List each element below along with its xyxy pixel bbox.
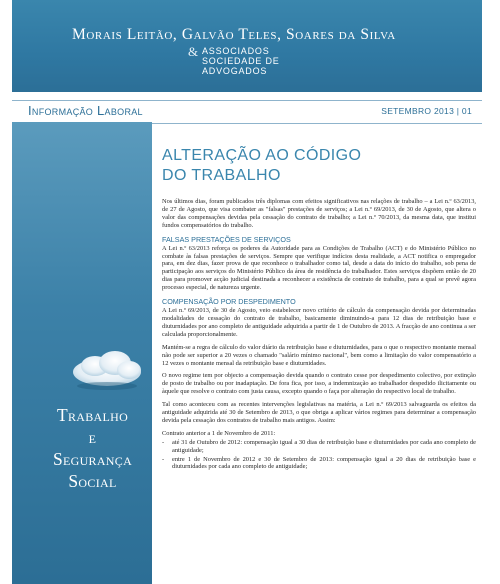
side-title-line: Segurança <box>52 449 133 469</box>
firm-subtitle <box>202 46 280 76</box>
firm-subtitle-line: SOCIEDADE DE <box>202 56 280 66</box>
side-title-line: e <box>88 427 97 447</box>
subheading-compensation: COMPENSAÇÃO POR DESPEDIMENTO <box>162 297 296 307</box>
article-title <box>162 146 462 186</box>
article-title-line: ALTERAÇÃO AO CÓDIGO <box>162 147 362 164</box>
header-band <box>12 0 482 92</box>
paragraph: Tal como aconteceu com as recentes intervenções legislativas na matéria, a Lei n.º 69/2013 salvaguarda os efeitos da antiguidade adquirida até 30 de Setembro de 2013, o que obriga a aplicar vários regimes para determinar a compensação devida pela cessação dos contratos de trabalho mais antigos. Assim: <box>162 401 476 424</box>
side-panel <box>12 122 152 584</box>
section-title: Informação Laboral <box>28 103 143 118</box>
paragraph: O novo regime tem por objecto a compensação devida quando o contrato cesse por despedimento colectivo, por extinção de posto de trabalho ou por inadaptação. De fora fica, por isso, a indemnização ao trabalhador despedido ilicitamente ou àquele que resolve o contrato com justa causa, excepto quando o faça por alteração do respectivo local de trabalho. <box>162 372 476 396</box>
intro-paragraph: Nos últimos dias, foram publicados três diplomas com efeitos significativos nas relações de trabalho – a Lei n.º 63/2013, de 27 de Agosto, que visa combater as "falsas" prestações de serviços; a Lei n.º 69/2013, de 30 de Agosto, que altera o valor das compensações devidas pela cessação do contrato de trabalho; a Lei n.º 70/2013, da mesma data, que institui fundos compensatórios do trabalho. <box>162 198 476 229</box>
dash-bullet: - <box>162 455 165 463</box>
section-bar <box>12 100 482 124</box>
side-title <box>30 404 155 492</box>
list-item <box>162 439 476 455</box>
article-body <box>162 198 476 472</box>
cloud-illustration <box>57 342 157 397</box>
list-item-text: até 31 de Outubro de 2012: compensação igual a 30 dias de retribuição base e diuturnidades por cada ano completo de antiguidade; <box>172 438 476 454</box>
list-item <box>162 456 476 472</box>
compensation-list <box>162 439 476 472</box>
subheading-false-services: FALSAS PRESTAÇÕES DE SERVIÇOS <box>162 234 291 244</box>
list-item-text: entre 1 de Novembro de 2012 e 30 de Setembro de 2013: compensação igual a 20 dias de retribuição base e diuturnidades por cada ano completo de antiguidade; <box>172 455 476 471</box>
paragraph: Mantém-se a regra de cálculo do valor diário da retribuição base e diuturnidades, para o que o respectivo montante mensal não pode ser superior a 20 vezes o chamado "salário mínimo nacional", bem como a limitação do valor compensatório a 12 vezes o montante mensal da retribuição base e diuturnidades. <box>162 343 476 367</box>
firm-name: Morais Leitão, Galvão Teles, Soares da Silva <box>72 26 396 43</box>
article-title-line: DO TRABALHO <box>162 167 281 184</box>
paragraph: A Lei n.º 63/2013 reforça os poderes da Autoridade para as Condições de Trabalho (ACT) e do Ministério Público no combate às falsas prestações de serviços. Sempre que verifique indícios desta realidade, a ACT notifica o empregador para, em dez dias, fazer prova de que reconhece o trabalhador como tal, desde a data do início do trabalho, sob pena de participação aos serviços do Ministério Público da área de residência do trabalhador. Estes serviços dispõem então de 20 dias para promover acção judicial destinada a reconhecer a existência de contrato de trabalho, para a qual se prevê agora processo especial, de natureza urgente. <box>162 244 476 292</box>
list-intro: Contrato anterior a 1 de Novembro de 2011: <box>162 429 276 437</box>
side-title-line: Social <box>68 471 117 491</box>
dash-bullet: - <box>162 438 165 446</box>
ampersand-mark: & <box>188 44 199 59</box>
side-title-line: Trabalho <box>56 405 129 425</box>
firm-subtitle-line: ADVOGADOS <box>202 66 268 76</box>
firm-subtitle-line: ASSOCIADOS <box>202 46 270 56</box>
paragraph: A Lei n.º 69/2013, de 30 de Agosto, veio estabelecer novo critério de cálculo da compensação devida por determinadas modalidades de cessação do contrato de trabalho, basicamente diminuindo-a para 12 dias de retribuição base e diuturnidades por ano completo de antiguidade adquirida a partir de 1 de Outubro de 2013. A fracção de ano continua a ser calculada proporcionalmente. <box>162 307 476 338</box>
issue-date: SETEMBRO 2013 | 01 <box>381 106 472 116</box>
